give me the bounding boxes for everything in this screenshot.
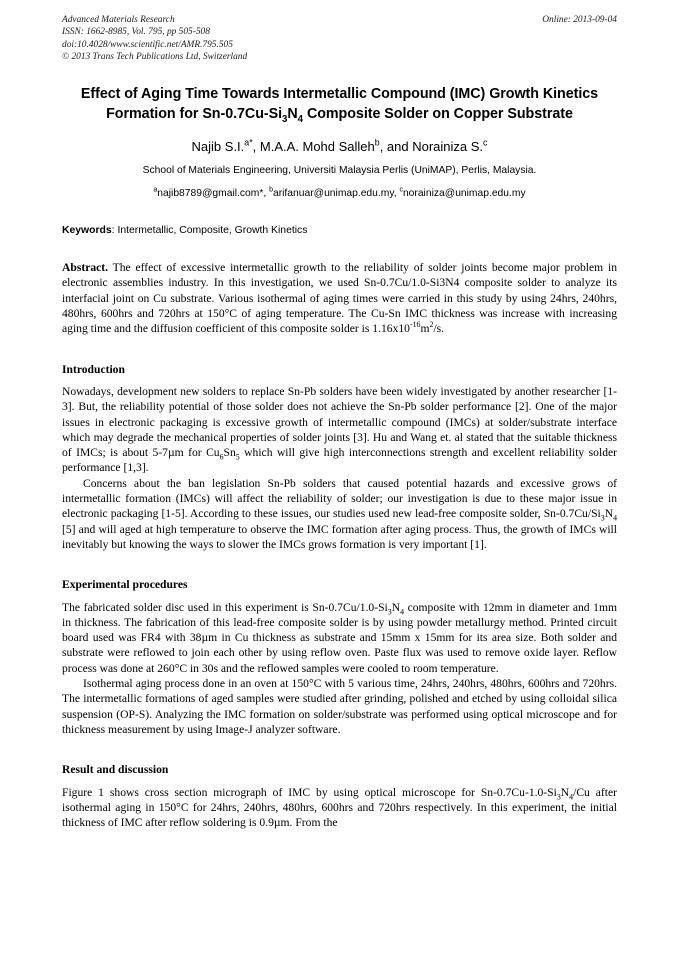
intro-n-sub: 4	[613, 513, 617, 523]
email-sep-2: ,	[393, 188, 400, 200]
exp-p1-text-a: The fabricated solder disc used in this experiment is Sn-0.7Cu/1.0-Si	[62, 600, 388, 614]
intro-si-sub: 3	[600, 513, 605, 523]
author-emails	[62, 187, 617, 201]
title-line-1: Effect of Aging Time Towards Intermetallic Compound (IMC) Growth	[80, 86, 539, 103]
page-content	[62, 14, 617, 830]
abstract-exponent: -16	[409, 320, 421, 330]
keywords-label: Keywords	[62, 225, 112, 237]
author-1-name: Najib S.I.	[191, 139, 245, 155]
keywords-value: Intermetallic, Composite, Growth Kinetics	[117, 225, 308, 237]
email-sep-1: ,	[263, 188, 270, 200]
abstract-label: Abstract.	[62, 261, 109, 275]
section-heading-experimental: Experimental procedures	[62, 578, 188, 592]
exp-n-sub: 4	[400, 606, 404, 616]
page-title	[62, 85, 617, 124]
intro-p1-text-b: which will give high interconnections strength and excellent reliability solder performance [1,3].	[62, 446, 617, 475]
affiliation: School of Materials Engineering, Universiti Malaysia Perlis (UniMAP), Perlis, Malaysia.	[142, 165, 537, 177]
title-line-2-a: Kinetics Formation for Sn-0.7Cu-Si	[106, 86, 599, 122]
intro-p2-n: N	[604, 507, 614, 521]
result-paragraph-1	[62, 785, 617, 831]
online-date: Online: 2013-09-04	[542, 15, 617, 25]
abstract-paragraph	[62, 260, 617, 336]
section-heading-introduction: Introduction	[62, 362, 125, 376]
abstract-text-2: m	[420, 322, 430, 336]
author-1-corresponding-marker: *	[249, 137, 253, 148]
introduction-paragraph-2	[62, 476, 617, 552]
exp-p1-text-b: composite with 12mm in diameter and 1mm in thickness. The fabrication of this lead-free composite solder is by using powder metallurgy method. Printed circuit board used was FR4 with 38µm in Cu thickness as substrate and 15mm x 15mm for its area size. Both solder and substrate were reflowed to join each other by using reflow oven. Paste flux was used to remove oxide layer. Reflow process was done at 260°C in 30s and the reflowed samples were cooled to room temperature.	[62, 600, 617, 675]
email-marker-c: c	[399, 186, 403, 194]
email-marker-a: a	[153, 186, 158, 194]
experimental-paragraph-1	[62, 600, 617, 676]
intro-p2-text-b: [5] and will aged at high temperature to observe the IMC formation after aging process. Thus, the growth of IMCs will inevitably but knowing the ways to slower the IMCs grows formation is very important [1].	[62, 522, 617, 551]
abstract-unit-exponent: 2	[429, 320, 434, 330]
email-a: najib8789@gmail.com*	[157, 188, 264, 200]
res-p1-text-a: Figure 1 shows cross section micrograph of IMC by using optical microscope for Sn-0.7Cu-1.0-Si	[62, 785, 557, 799]
journal-name: Advanced Materials Research	[62, 15, 175, 25]
intro-p2-text-a: Concerns about the ban legislation Sn-Pb solders that caused potential hazards and excessive grows of intermetallic formation (IMCs) will affect the reliability of solder; our investigation is due to these major issue in electronic packaging [1-5]. According to these issues, our studies used new lead-free composite solder, Sn-0.7Cu/Si	[62, 476, 617, 521]
email-marker-b: b	[269, 186, 273, 194]
issn-line: ISSN: 1662-8985, Vol. 795, pp 505-508	[62, 27, 210, 38]
intro-sn-sub: 5	[235, 452, 240, 462]
email-b: arifanuar@unimap.edu.my	[272, 188, 394, 200]
author-2-name: M.A.A. Mohd Salleh	[259, 139, 375, 155]
exp-p1-n: N	[391, 600, 401, 614]
keywords-colon: :	[111, 225, 118, 237]
section-heading-result: Result and discussion	[62, 763, 169, 777]
email-c: norainiza@unimap.edu.my	[402, 188, 526, 200]
abstract-text-3: /s.	[433, 322, 445, 336]
doi-line: doi:10.4028/www.scientific.net/AMR.795.505	[62, 39, 233, 50]
journal-masthead	[62, 14, 617, 63]
title-line-3: Substrate	[507, 105, 573, 122]
exp-si-sub: 3	[387, 606, 392, 616]
res-p1-text-b: /Cu after isothermal aging in 150°C for 24hrs, 240hrs, 480hrs, 600hrs and 720hrs respectively. In this experiment, the initial thickness of IMC after reflow soldering is 0.9µm. From the	[62, 785, 617, 830]
author-1-affil-marker: a	[244, 137, 250, 148]
res-si-sub: 3	[556, 791, 561, 801]
author-sep-1: ,	[252, 139, 260, 155]
author-sep-2: , and	[379, 139, 413, 155]
introduction-paragraph-1	[62, 384, 617, 476]
copyright-line: © 2013 Trans Tech Publications Ltd, Switzerland	[62, 51, 248, 62]
abstract-text-1: The effect of excessive intermetallic growth to the reliability of solder joints become major problem in electronic assemblies industry. In this investigation, we used Sn-0.7Cu/1.0-Si3N4 composite solder to analyze its interfacial joint on Cu substrate. Various isothermal of aging times were carried in this study by using 24hrs, 240hrs, 480hrs, 600hrs and 720hrs at 150°C of aging temperature. The Cu-Sn IMC thickness was increase with increasing aging time and the diffusion coefficient of this composite solder is 1.16x10	[62, 261, 617, 336]
author-list	[62, 138, 617, 155]
experimental-paragraph-2: Isothermal aging process done in an oven at 150°C with 5 various time, 24hrs, 240hrs, 480hrs, 600hrs and 720hrs. The intermetallic formations of aged samples were studied after grinding, polished and etched by using colloidal silica suspension (OP-S). Analyzing the IMC formation on solder/substrate was performed using optical microscope and for thickness measurement by using Image-J analyzer software.	[62, 677, 617, 736]
title-sub-4: 4	[297, 113, 304, 125]
intro-p1-text-a: Nowadays, development new solders to replace Sn-Pb solders have been widely investigated by another researcher [1-3]. But, the reliability potential of those solder does not achieve the Sn-Pb solder performance [2]. One of the major issues in electronic packaging is excessive growth of intermetallic compound (IMCs) at solder/substrate interface which may degrade the mechanical properties of solder joints [3]. Hu and Wang et. al stated that the suitable thickness of IMCs; is about 5-7µm for Cu	[62, 384, 617, 460]
author-3-name: Norainiza S.	[412, 139, 484, 155]
res-n-sub: 4	[569, 791, 574, 801]
intro-p1-sn: Sn	[223, 446, 236, 460]
title-line-2-b: N	[287, 105, 298, 122]
author-2-affil-marker: b	[374, 137, 380, 148]
keywords-line	[62, 224, 617, 238]
title-sub-3: 3	[282, 113, 288, 125]
intro-cu-sub: 6	[219, 452, 224, 462]
res-p1-n: N	[560, 785, 570, 799]
title-line-2-c: Composite Solder on Copper	[303, 105, 504, 122]
author-3-affil-marker: c	[483, 137, 488, 148]
